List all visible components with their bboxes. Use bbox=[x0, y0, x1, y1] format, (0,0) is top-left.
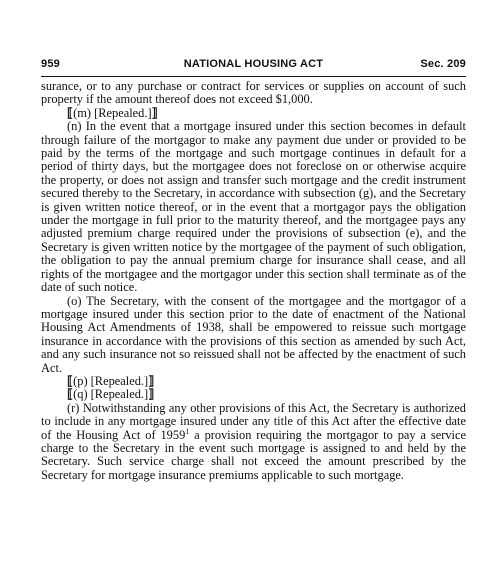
document-body bbox=[41, 80, 466, 482]
page-number: 959 bbox=[41, 58, 60, 70]
subsection-n: (n) In the event that a mortgage insured under this section becomes in default through failure of the mortgagor to make any payment due under or provided to be paid by the terms of the mortgage and such mortgage continues in default for a period of thirty days, but the mortgagee does not foreclose on or otherwise acquire the property, or does not assign and transfer such mortgage and the credit instrument secured thereby to the Secretary, in accordance with subsection (g), and the Secretary is given written notice thereof, or in the event that a mortgagor pays the obligation under the mortgage in full prior to the maturity thereof, and the mortgagee pays any adjusted premium charge required under the provisions of subsection (e), and the Secretary is given written notice by the mortgagee of the payment of such obligation, the obligation to pay the annual premium charge for insurance shall cease, and all rights of the mortgagee and the mortgagor under this section shall terminate as of the date of such notice. bbox=[41, 119, 466, 295]
subsection-m bbox=[41, 107, 466, 120]
bracket-open-icon: ⟦ bbox=[67, 387, 74, 402]
subsection-r bbox=[41, 402, 466, 482]
bracket-open-icon: ⟦ bbox=[67, 105, 74, 120]
section-label: Sec. 209 bbox=[420, 58, 466, 70]
subsection-r-text-1: (r) Notwithstanding any other provisions of this Act, the Secretary is authorized to include in any mortgage insured under any title of this Act after the effective date of the Housing Act of 1959 bbox=[41, 400, 466, 442]
subsection-q-text: (q) [Repealed.] bbox=[73, 387, 149, 402]
bracket-close-icon: ⟧ bbox=[148, 387, 155, 402]
subsection-r-text-2: a provision requiring the mortgagor to pay a service charge to the Secretary in the event such mortgage is assigned to and held by the Secretary. Such service charge shall not exceed the amount prescribed by the Secretary for mortgage insurance premiums applicable to such mortgage. bbox=[41, 427, 466, 482]
running-header bbox=[41, 58, 466, 74]
bracket-close-icon: ⟧ bbox=[151, 105, 158, 120]
subsection-o: (o) The Secretary, with the consent of the mortgagee and the mortgagor of a mortgage insured under this section prior to the date of enactment of the National Housing Act Amendments of 1938, shall be empowered to reissue such mortgage insurance in accordance with the provisions of this section as amended by such Act, and any such insurance not so reissued shall not be affected by the enactment of such Act. bbox=[41, 293, 466, 375]
subsection-p-text: (p) [Repealed.] bbox=[73, 373, 149, 388]
bracket-close-icon: ⟧ bbox=[148, 373, 155, 388]
header-rule bbox=[41, 76, 466, 77]
footnote-marker: 1 bbox=[185, 426, 190, 436]
header-title: NATIONAL HOUSING ACT bbox=[183, 58, 324, 70]
subsection-p bbox=[41, 375, 466, 388]
paragraph-continuation: surance, or to any purchase or contract for services or supplies on account of such property if the amount thereof does not exceed $1,000. bbox=[41, 79, 466, 107]
subsection-m-text: (m) [Repealed.] bbox=[73, 105, 152, 120]
bracket-open-icon: ⟦ bbox=[67, 373, 74, 388]
subsection-q bbox=[41, 388, 466, 401]
